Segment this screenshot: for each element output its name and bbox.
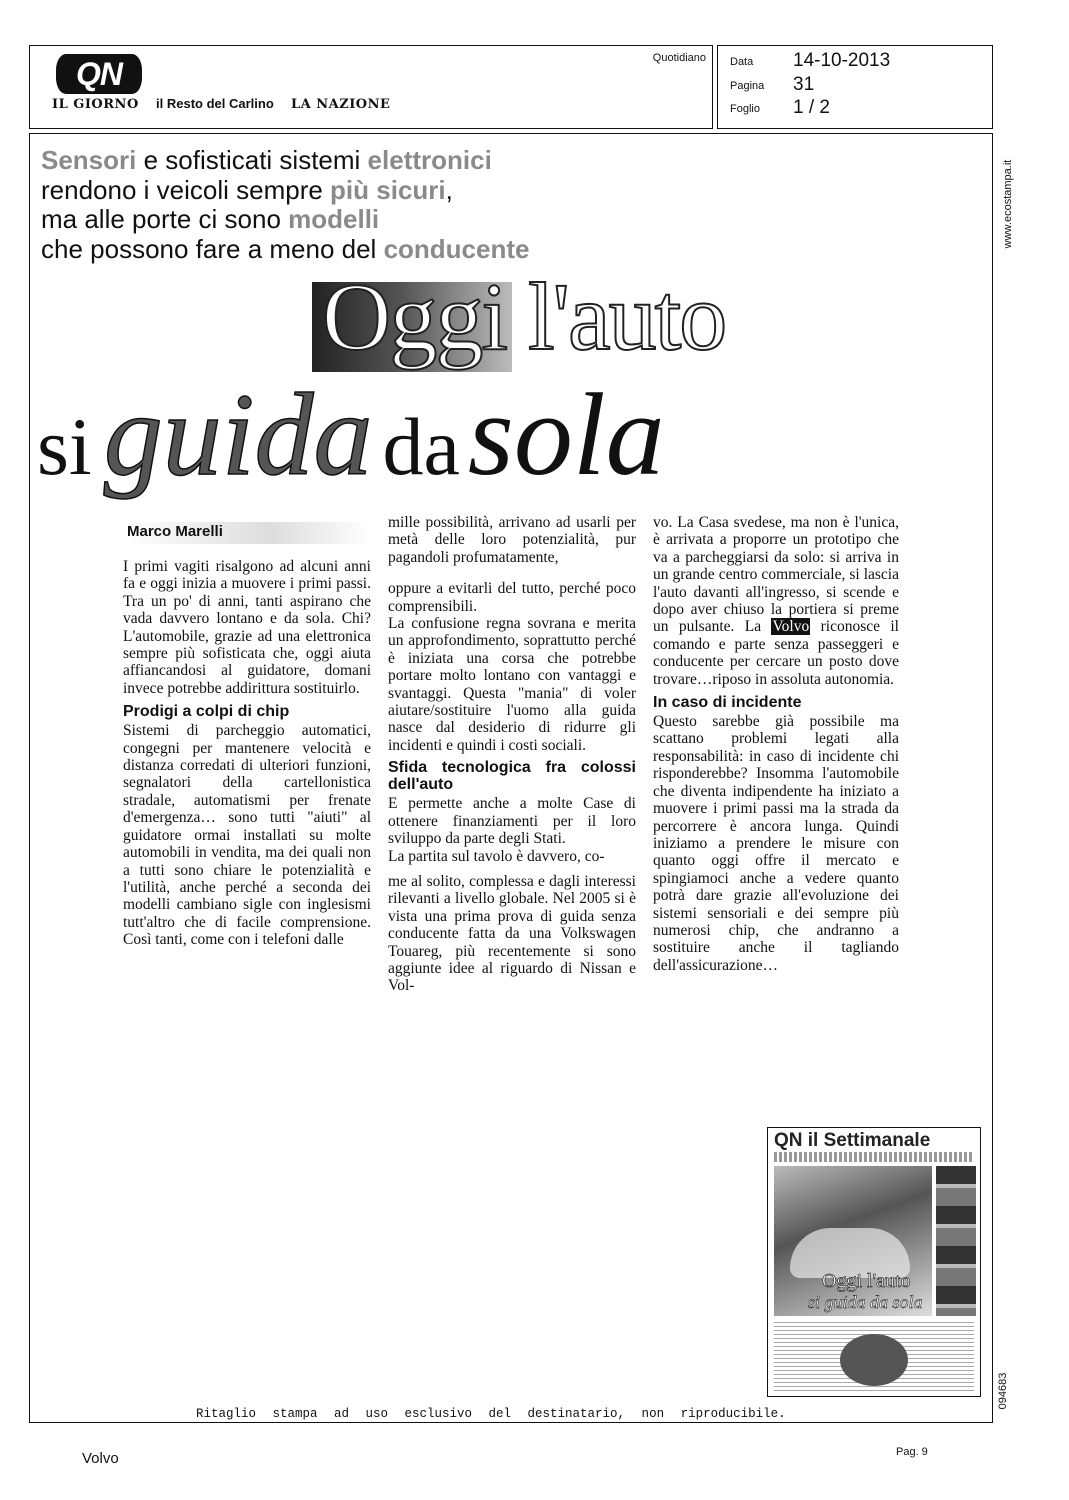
subheading: Prodigi a colpi di chip [123,703,290,721]
paragraph: vo. La Casa svedese, ma non è l'unica, è arrivata a proporre un prototipo che va a parcheggiarsi da solo: si arriva in un grande centro commerciale, si lascia l'auto davanti all'ingresso, si scende e dopo aver chiuso la portiera si preme un pulsante. La Volvo riconosce il comando e parte senza passeggeri e conducente per cercare un posto dove trovare…riposo in assoluta autonomia. [653,514,899,688]
column-1 [123,558,371,949]
clipping-code: 094683 [997,1372,1009,1410]
thumbnail-headline-2: si guida da sola [808,1292,923,1312]
subheading: In caso di incidente [653,694,802,712]
meta-page-label: Pagina [730,80,765,92]
paragraph: E permette anche a molte Case di ottenere finanziamenti per il loro sviluppo da parte degli Stati. [388,795,636,848]
meta-sheet-value: 1 / 2 [793,97,830,118]
website-credit: www.ecostampa.it [1002,159,1014,249]
paragraph: me al solito, complessa e dagli interessi rilevanti a livello globale. Nel 2005 si è vista una prima prova di guida senza conducente fatta da una Volkswagen Touareg, più recentemente si sono aggiunte idee al riguardo di Nissan e Vol- [388,872,636,995]
meta-date-value: 14-10-2013 [793,50,891,71]
footer-keyword: Volvo [82,1450,119,1467]
page-number: Pag. 9 [896,1446,928,1458]
subheading: Sfida tecnologica fra colossi dell'auto [388,759,636,794]
kicker-line: ma alle porte ci sono modelli [41,204,380,234]
newspaper-names [52,96,390,112]
thumbnail-headline-1: Oggi l'auto [822,1270,911,1292]
headline-line-2: si guida da sola [37,369,665,500]
thumbnail-masthead: QN il Settimanale [774,1130,931,1151]
byline: Marco Marelli [127,523,223,540]
front-page-thumbnail [767,1127,981,1397]
qn-logo: QN [56,54,142,94]
paper-il-giorno: IL GIORNO [52,97,139,112]
reproduction-notice: Ritaglio stampa ad uso esclusivo del destinatario, non riproducibile. [196,1407,786,1421]
meta-box [717,45,993,129]
paper-resto-del-carlino: il Resto del Carlino [156,96,274,111]
kicker-line: rendono i veicoli sempre più sicuri, [41,174,453,205]
column-2 [388,514,636,995]
headline-line-1: Oggi l'auto [322,263,726,370]
thumbnail-header-strip [774,1152,974,1162]
kicker [41,146,529,264]
meta-date-label: Data [730,56,754,68]
publication-type: Quotidiano [652,52,706,64]
masthead-box [29,45,713,129]
thumbnail-image-2 [840,1334,908,1386]
paragraph: Sistemi di parcheggio automatici, congegni per mantenere velocità e distanza corredati di ulteriori funzioni, segnalatori della cartellonistica stradale, automatismi per frenate d'emergenza… sono tutti "aiuti" al guidatore ormai installati su molte automobili in vendita, ma dei quali non a tutti sono chiare le potenzialità e l'utilità, anche perché a seconda dei modelli cambiano sigle con inglesismi tutt'altro che di facile comprensione. Così tanti, come con i telefoni dalle [123,722,371,949]
paragraph: La partita sul tavolo è davvero, co- [388,847,605,865]
kicker-line: Sensori e sofisticati sistemi elettronici [41,145,492,175]
paragraph: I primi vagiti risalgono ad alcuni anni fa e oggi inizia a muovere i primi passi. Tra un po' di anni, tanti aspirano che vada davvero lontano e da sola. Chi? L'automobile, grazie ad una elettronica sempre più sofisticata che, oggi aiuta affiancandosi al guidatore, domani invece potrebbe addirittura sostituirlo. [123,558,371,697]
thumbnail-sidebar [936,1166,976,1316]
brand-highlight: Volvo [772,618,810,636]
meta-page-value: 31 [793,74,815,95]
paragraph: oppure a evitarli del tutto, perché poco comprensibili. [388,580,636,615]
kicker-line: che possono fare a meno del conducente [41,233,530,264]
paragraph: La confusione regna sovrana e merita un approfondimento, soprattutto perché è iniziata una corsa che potrebbe portare molto lontano con vantaggi e svantaggi. Questa "mania" di voler aiutare/sostituire l'uomo alla guida nasce dal desiderio di ridurre gli incidenti e quindi i costi sociali. [388,615,636,754]
meta-sheet-label: Foglio [730,103,760,115]
paragraph: mille possibilità, arrivano ad usarli per metà delle loro potenzialità, pur pagandoli profumatamente, [388,514,636,566]
paragraph: Questo sarebbe già possibile ma scattano problemi legati alla responsabilità: in caso di incidente chi risponderebbe? Insomma l'automobile che diventa indipendente ha iniziato a muovere i primi passi ma la strada da percorrere è ancora lunga. Quindi iniziamo a prendere le misure con quanto oggi offre il mercato e spingiamoci anche a vedere quanto potrà dare grazie all'evoluzione dei sistemi sensoriali e dei sempre più numerosi chip, che andranno a sostituire anche il tagliando dell'assicurazione… [653,713,899,974]
column-3 [653,514,899,974]
paper-la-nazione: LA NAZIONE [291,97,391,112]
